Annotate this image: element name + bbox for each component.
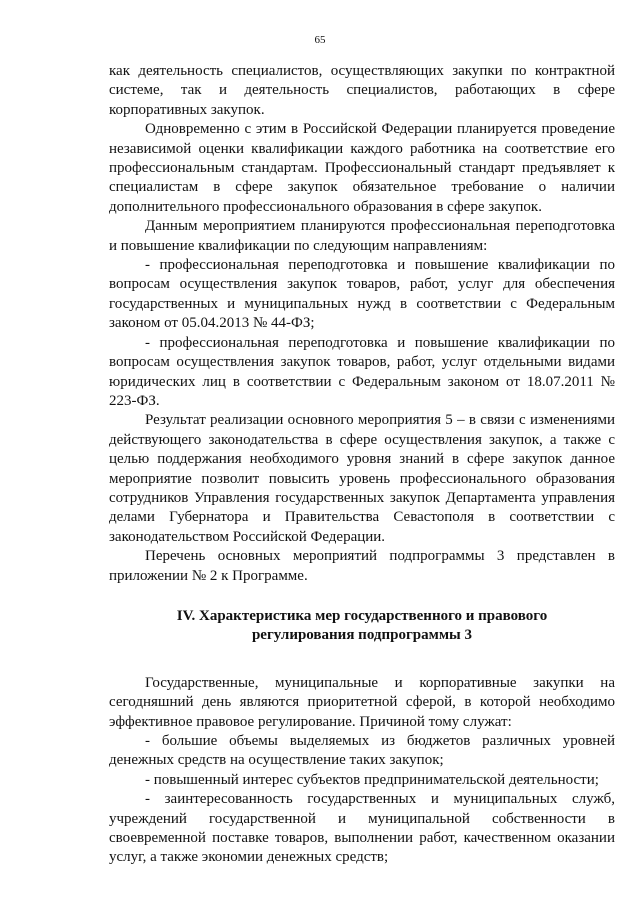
paragraph: Данным мероприятием планируются профессиональная переподготовка и повышение квалификации по следующим направлениям: xyxy=(109,218,615,254)
page-number: 65 xyxy=(314,34,326,46)
section-heading-line: IV. Характеристика мер государственного и правового xyxy=(176,607,548,624)
section-heading-line: регулирования подпрограммы 3 xyxy=(251,627,473,644)
paragraph: как деятельность специалистов, осуществляющих закупки по контрактной системе, так и деятельность специалистов, работающих в сфере корпоративных закупок. xyxy=(109,63,615,118)
section-heading xyxy=(109,607,615,646)
list-item: - большие объемы выделяемых из бюджетов различных уровней денежных средств на осуществление таких закупок; xyxy=(109,733,615,769)
document-body xyxy=(109,62,615,868)
list-item: - заинтересованность государственных и муниципальных служб, учреждений государственной и муниципальной собственности в своевременной поставке товаров, выполнении работ, качественном оказании услуг, а также экономии денежных средств; xyxy=(109,791,615,866)
paragraph: Перечень основных мероприятий подпрограммы 3 представлен в приложении № 2 к Программе. xyxy=(109,548,615,584)
paragraph: Государственные, муниципальные и корпоративные закупки на сегодняшний день являются приоритетной сферой, в которой необходимо эффективное правовое регулирование. Причиной тому служат: xyxy=(109,674,615,730)
paragraph: Одновременно с этим в Российской Федерации планируется проведение независимой оценки квалификации каждого работника на соответствие его профессиональным стандартам. Профессиональный стандарт предъявляет к специалистам в сфере закупок обязательное требование о наличии дополнительного профессионального образования в сфере закупок. xyxy=(109,121,615,215)
list-item: - профессиональная переподготовка и повышение квалификации по вопросам осуществления закупок товаров, работ, услуг отдельными видами юридических лиц в соответствии с Федеральным законом от 18.07.2011 № 223-ФЗ. xyxy=(109,334,615,409)
list-item: - повышенный интерес субъектов предпринимательской деятельности; xyxy=(145,771,599,788)
paragraph: Результат реализации основного мероприятия 5 – в связи с изменениями действующего законодательства в сфере осуществления закупок, а также с целью поддержания необходимого уровня знаний в сфере закупок данное мероприятие позволит повысить уровень профессионального образования сотрудников Управления государственных закупок Департамента управления делами Губернатора и Правительства Севастополя в соответствии с законодательством Российской Федерации. xyxy=(109,412,615,545)
list-item: - профессиональная переподготовка и повышение квалификации по вопросам осуществления закупок товаров, работ, услуг для обеспечения государственных и муниципальных нужд в соответствии с Федеральным законом от 05.04.2013 № 44-ФЗ; xyxy=(109,257,615,332)
